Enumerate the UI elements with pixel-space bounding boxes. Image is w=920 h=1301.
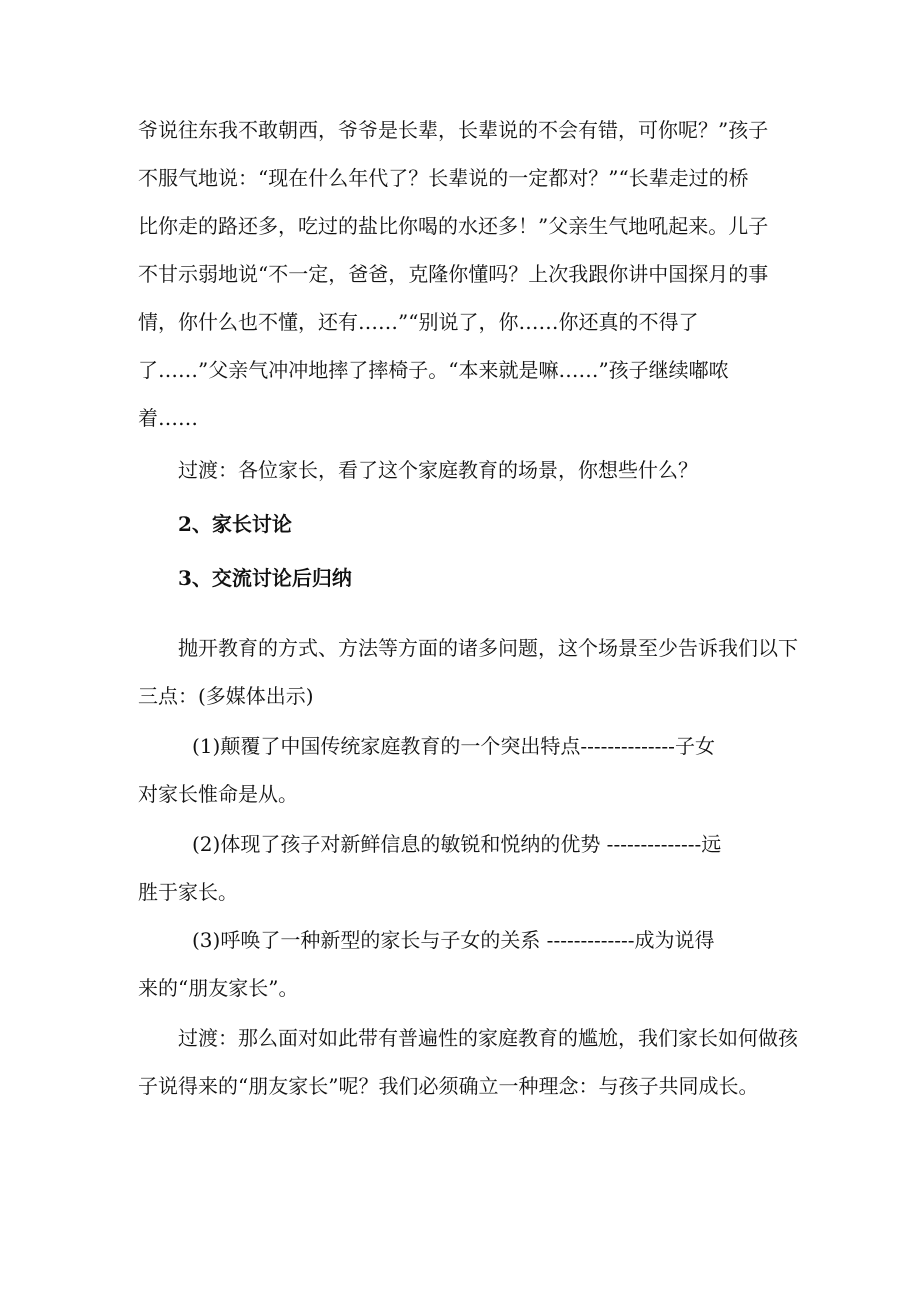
paragraph-line: 着…… bbox=[138, 406, 198, 430]
transition-line: 过渡：那么面对如此带有普遍性的家庭教育的尴尬，我们家长如何做孩 bbox=[178, 1026, 798, 1050]
paragraph-line: 抛开教育的方式、方法等方面的诸多问题，这个场景至少告诉我们以下 bbox=[178, 636, 798, 660]
list-item-continuation: 对家长惟命是从。 bbox=[138, 782, 298, 806]
paragraph-line: 不甘示弱地说“不一定，爸爸，克隆你懂吗？上次我跟你讲中国探月的事 bbox=[138, 262, 769, 286]
paragraph-line: 不服气地说：“现在什么年代了？长辈说的一定都对？”“长辈走过的桥 bbox=[138, 166, 749, 190]
paragraph-line: 情，你什么也不懂，还有……”“别说了，你……你还真的不得了 bbox=[138, 310, 699, 334]
paragraph-line: 比你走的路还多，吃过的盐比你喝的水还多！”父亲生气地吼起来。儿子 bbox=[138, 214, 769, 238]
transition-line: 过渡：各位家长，看了这个家庭教育的场景，你想些什么？ bbox=[178, 458, 698, 482]
list-item: (2)体现了孩子对新鲜信息的敏锐和悦纳的优势 --------------远 bbox=[192, 832, 722, 856]
list-item: (3)呼唤了一种新型的家长与子女的关系 -------------成为说得 bbox=[192, 928, 715, 952]
paragraph-line: 爷说往东我不敢朝西，爷爷是长辈，长辈说的不会有错，可你呢？”孩子 bbox=[138, 118, 769, 142]
list-item: (1)颠覆了中国传统家庭教育的一个突出特点--------------子女 bbox=[192, 734, 715, 758]
section-heading: 3、交流讨论后归纳 bbox=[178, 566, 352, 590]
paragraph-line: 三点：(多媒体出示) bbox=[138, 684, 314, 708]
list-item-continuation: 来的“朋友家长”。 bbox=[138, 976, 299, 1000]
paragraph-line: 子说得来的“朋友家长”呢？我们必须确立一种理念：与孩子共同成长。 bbox=[138, 1074, 759, 1098]
section-heading: 2、家长讨论 bbox=[178, 512, 292, 536]
list-item-continuation: 胜于家长。 bbox=[138, 880, 238, 904]
paragraph-line: 了……”父亲气冲冲地摔了摔椅子。“本来就是嘛……”孩子继续嘟哝 bbox=[138, 358, 729, 382]
